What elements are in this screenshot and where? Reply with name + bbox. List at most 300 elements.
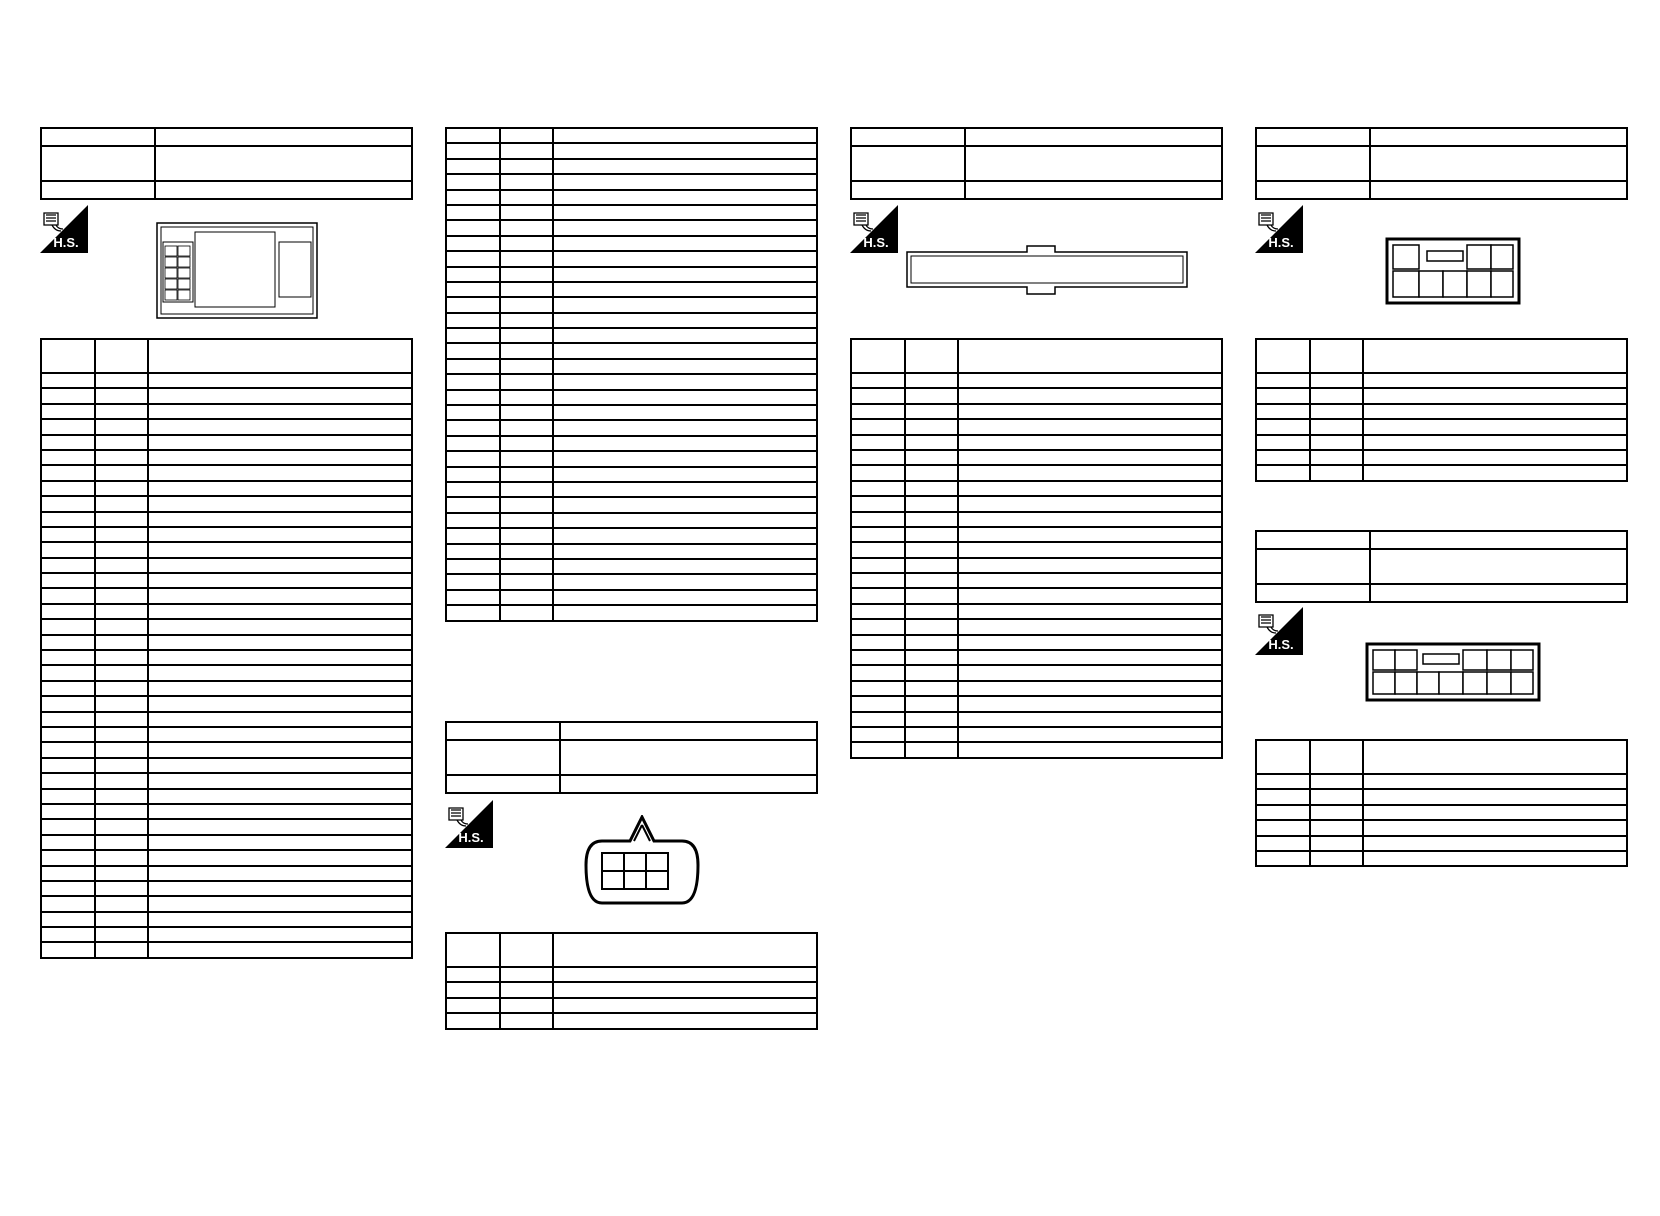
signal-name-cell: [1363, 851, 1627, 866]
table-row: [41, 727, 412, 742]
signal-name-cell: [1363, 805, 1627, 820]
wire-color-cell: [95, 435, 148, 450]
terminal-no-header: [851, 339, 905, 373]
wire-color-cell: [95, 588, 148, 603]
signal-name-header: [1363, 339, 1627, 373]
wire-color-cell: [1310, 820, 1363, 835]
table-row: [41, 512, 412, 527]
connector-name-value: [560, 740, 817, 775]
table-row: [41, 819, 412, 834]
connector-e108: [40, 127, 413, 200]
wire-color-cell: [500, 390, 553, 405]
terminal-no-cell: [446, 390, 500, 405]
wire-color-cell: [95, 542, 148, 557]
terminal-no-cell: [41, 527, 95, 542]
table-row: [446, 405, 817, 420]
terminal-no-cell: [1256, 435, 1310, 450]
terminal-no-header: [1256, 339, 1310, 373]
harness-side-icon: [40, 205, 88, 253]
signal-name-cell: [553, 282, 817, 297]
terminal-no-cell: [41, 804, 95, 819]
table-row: [446, 205, 817, 220]
wire-color-cell: [500, 482, 553, 497]
signal-name-cell: [1363, 774, 1627, 789]
table-row: [41, 835, 412, 850]
signal-name-cell: [148, 789, 412, 804]
signal-name-cell: [553, 1013, 817, 1028]
terminal-no-cell: [1256, 836, 1310, 851]
wire-color-cell: [500, 220, 553, 235]
table-row: [1256, 373, 1627, 388]
terminal-no-cell: [41, 727, 95, 742]
terminal-no-cell: [41, 450, 95, 465]
signal-name-cell: [958, 727, 1222, 742]
wire-color-cell: [1310, 404, 1363, 419]
table-row: [41, 758, 412, 773]
signal-name-cell: [148, 558, 412, 573]
wire-color-cell: [95, 527, 148, 542]
wire-color-cell: [95, 558, 148, 573]
wire-color-cell: [500, 128, 553, 143]
wire-color-cell: [95, 404, 148, 419]
terminal-no-cell: [41, 665, 95, 680]
wire-color-cell: [95, 388, 148, 403]
wire-color-cell: [500, 967, 553, 982]
connector-e108-diagram: [155, 220, 320, 322]
terminal-no-cell: [446, 343, 500, 358]
wire-color-cell: [500, 420, 553, 435]
terminal-no-cell: [446, 251, 500, 266]
signal-name-cell: [148, 588, 412, 603]
terminal-no-cell: [446, 436, 500, 451]
wire-color-cell: [500, 267, 553, 282]
terminal-no-cell: [41, 696, 95, 711]
terminal-no-cell: [446, 497, 500, 512]
terminal-no-cell: [851, 419, 905, 434]
connector-name-label: [41, 146, 155, 181]
terminal-no-cell: [41, 481, 95, 496]
signal-name-cell: [958, 373, 1222, 388]
signal-name-header: [1363, 740, 1627, 774]
color-of-wire-header: [1310, 740, 1363, 774]
terminal-no-cell: [446, 128, 500, 143]
terminal-no-cell: [41, 758, 95, 773]
signal-name-cell: [553, 267, 817, 282]
connector-no-value: [155, 128, 412, 146]
table-row: [41, 773, 412, 788]
terminal-no-cell: [446, 998, 500, 1013]
table-row: [1256, 836, 1627, 851]
table-row: [1256, 805, 1627, 820]
signal-name-cell: [1363, 836, 1627, 851]
terminal-no-cell: [851, 650, 905, 665]
signal-name-cell: [148, 650, 412, 665]
table-row: [446, 359, 817, 374]
table-row: [1256, 851, 1627, 866]
harness-side-icon: [1255, 607, 1303, 655]
wire-color-cell: [95, 573, 148, 588]
table-row: [1256, 789, 1627, 804]
signal-name-cell: [553, 528, 817, 543]
table-row: [446, 267, 817, 282]
terminal-no-cell: [851, 450, 905, 465]
terminal-no-cell: [1256, 774, 1310, 789]
terminal-no-cell: [41, 419, 95, 434]
table-row: [446, 497, 817, 512]
terminal-no-cell: [446, 313, 500, 328]
table-row: [41, 481, 412, 496]
connector-name-label: [446, 740, 560, 775]
terminal-no-cell: [851, 573, 905, 588]
wire-color-cell: [905, 635, 958, 650]
wire-color-cell: [500, 982, 553, 997]
table-row: [851, 573, 1222, 588]
table-row: [41, 681, 412, 696]
table-row: [41, 650, 412, 665]
table-row: [851, 665, 1222, 680]
table-row: [1256, 774, 1627, 789]
terminal-no-cell: [446, 513, 500, 528]
terminal-no-cell: [851, 588, 905, 603]
table-row: [41, 465, 412, 480]
signal-name-cell: [148, 881, 412, 896]
signal-name-cell: [148, 819, 412, 834]
connector-info-table: [1255, 127, 1628, 200]
terminal-no-cell: [41, 896, 95, 911]
signal-name-cell: [148, 435, 412, 450]
wire-color-cell: [95, 619, 148, 634]
terminal-no-cell: [41, 681, 95, 696]
table-row: [446, 482, 817, 497]
wire-color-cell: [500, 313, 553, 328]
terminal-no-cell: [851, 665, 905, 680]
signal-name-cell: [553, 405, 817, 420]
table-row: [446, 220, 817, 235]
terminal-no-cell: [1256, 820, 1310, 835]
terminal-no-cell: [41, 712, 95, 727]
table-row: [851, 681, 1222, 696]
terminal-no-cell: [446, 297, 500, 312]
table-row: [851, 527, 1222, 542]
signal-name-cell: [553, 128, 817, 143]
terminal-no-cell: [446, 205, 500, 220]
terminal-no-cell: [851, 681, 905, 696]
table-row: [41, 373, 412, 388]
table-row: [446, 590, 817, 605]
signal-name-cell: [958, 450, 1222, 465]
terminal-no-cell: [41, 496, 95, 511]
harness-side-icon: [445, 800, 493, 848]
wire-color-cell: [905, 419, 958, 434]
terminal-no-cell: [41, 881, 95, 896]
connector-m1-diagram: [1385, 237, 1521, 305]
table-row: [41, 419, 412, 434]
terminal-no-cell: [446, 590, 500, 605]
signal-name-header: [553, 933, 817, 967]
signal-name-cell: [553, 297, 817, 312]
signal-name-cell: [553, 420, 817, 435]
wire-color-cell: [95, 496, 148, 511]
signal-name-cell: [148, 481, 412, 496]
signal-name-cell: [958, 696, 1222, 711]
connector-f57: [445, 721, 818, 794]
harness-side-icon: [1255, 205, 1303, 253]
table-row: [41, 881, 412, 896]
connector-type-value: [1370, 584, 1627, 602]
signal-name-cell: [148, 542, 412, 557]
wire-color-cell: [500, 451, 553, 466]
terminal-no-cell: [446, 605, 500, 620]
signal-name-cell: [1363, 820, 1627, 835]
table-row: [851, 635, 1222, 650]
signal-name-cell: [553, 436, 817, 451]
table-row: [851, 373, 1222, 388]
terminal-no-cell: [446, 374, 500, 389]
signal-name-cell: [958, 435, 1222, 450]
connector-name-value: [1370, 146, 1627, 181]
wire-color-cell: [905, 542, 958, 557]
signal-name-cell: [148, 496, 412, 511]
signal-name-cell: [958, 588, 1222, 603]
wire-color-cell: [95, 804, 148, 819]
terminal-no-cell: [41, 819, 95, 834]
signal-name-cell: [148, 450, 412, 465]
wire-color-cell: [95, 481, 148, 496]
table-row: [41, 742, 412, 757]
hs-label: H.S.: [1268, 637, 1294, 652]
table-row: [41, 804, 412, 819]
table-row: [446, 190, 817, 205]
signal-name-cell: [958, 419, 1222, 434]
signal-name-cell: [1363, 465, 1627, 480]
signal-name-cell: [148, 927, 412, 942]
table-row: [446, 420, 817, 435]
terminal-no-cell: [41, 373, 95, 388]
table-row: [446, 143, 817, 158]
connector-name-value: [965, 146, 1222, 181]
table-row: [41, 573, 412, 588]
wire-color-cell: [500, 998, 553, 1013]
signal-name-cell: [1363, 373, 1627, 388]
wire-color-cell: [500, 374, 553, 389]
terminal-no-cell: [446, 359, 500, 374]
signal-name-cell: [148, 404, 412, 419]
table-row: [851, 712, 1222, 727]
table-row: [446, 559, 817, 574]
table-row: [446, 544, 817, 559]
terminal-no-cell: [41, 465, 95, 480]
signal-name-cell: [148, 866, 412, 881]
wire-color-cell: [95, 696, 148, 711]
signal-name-cell: [1363, 404, 1627, 419]
terminal-no-cell: [446, 159, 500, 174]
wire-color-cell: [905, 665, 958, 680]
signal-name-cell: [958, 742, 1222, 757]
table-row: [41, 927, 412, 942]
table-row: [446, 313, 817, 328]
connector-no-value: [1370, 128, 1627, 146]
wire-color-cell: [95, 604, 148, 619]
wire-color-cell: [500, 590, 553, 605]
table-row: [851, 650, 1222, 665]
terminal-no-cell: [446, 528, 500, 543]
terminal-table-e108-cont: [445, 127, 818, 622]
table-row: [851, 388, 1222, 403]
table-row: [851, 450, 1222, 465]
wire-color-cell: [905, 388, 958, 403]
color-of-wire-header: [905, 339, 958, 373]
terminal-no-cell: [446, 574, 500, 589]
signal-name-cell: [148, 681, 412, 696]
table-row: [446, 451, 817, 466]
table-row: [446, 1013, 817, 1028]
table-row: [41, 896, 412, 911]
wire-color-cell: [95, 789, 148, 804]
wire-color-cell: [95, 850, 148, 865]
signal-name-cell: [553, 343, 817, 358]
wire-color-cell: [905, 727, 958, 742]
terminal-no-cell: [446, 328, 500, 343]
terminal-no-cell: [446, 544, 500, 559]
table-row: [41, 789, 412, 804]
signal-name-cell: [553, 513, 817, 528]
terminal-table-f103: [850, 338, 1223, 759]
terminal-no-cell: [851, 727, 905, 742]
signal-name-cell: [148, 712, 412, 727]
signal-name-cell: [148, 696, 412, 711]
table-row: [851, 619, 1222, 634]
signal-name-cell: [553, 544, 817, 559]
terminal-no-cell: [851, 481, 905, 496]
table-row: [41, 527, 412, 542]
table-row: [851, 435, 1222, 450]
terminal-no-cell: [41, 942, 95, 957]
signal-name-cell: [148, 665, 412, 680]
signal-name-cell: [553, 328, 817, 343]
hs-label: H.S.: [863, 235, 889, 250]
connector-no-label: [41, 128, 155, 146]
terminal-no-header: [446, 933, 500, 967]
connector-info-table: [1255, 530, 1628, 603]
signal-name-cell: [958, 650, 1222, 665]
signal-name-cell: [553, 590, 817, 605]
signal-name-cell: [148, 619, 412, 634]
wire-color-cell: [905, 465, 958, 480]
terminal-no-cell: [446, 220, 500, 235]
terminal-no-cell: [851, 512, 905, 527]
connector-name-value: [1370, 549, 1627, 584]
terminal-no-cell: [446, 467, 500, 482]
terminal-no-cell: [851, 527, 905, 542]
terminal-no-cell: [41, 789, 95, 804]
table-row: [446, 998, 817, 1013]
terminal-no-cell: [446, 420, 500, 435]
wire-color-cell: [905, 573, 958, 588]
table-row: [851, 419, 1222, 434]
terminal-table-e108: [40, 338, 413, 959]
signal-name-cell: [958, 404, 1222, 419]
wire-color-cell: [500, 1013, 553, 1028]
wire-color-cell: [905, 681, 958, 696]
table-row: [41, 635, 412, 650]
wire-color-cell: [500, 159, 553, 174]
terminal-no-cell: [851, 435, 905, 450]
signal-name-cell: [958, 558, 1222, 573]
connector-type-value: [965, 181, 1222, 199]
signal-name-cell: [148, 527, 412, 542]
wire-color-cell: [95, 373, 148, 388]
signal-name-cell: [148, 804, 412, 819]
terminal-no-cell: [41, 404, 95, 419]
signal-name-cell: [553, 205, 817, 220]
connector-no-label: [446, 722, 560, 740]
table-row: [446, 528, 817, 543]
table-row: [41, 388, 412, 403]
signal-name-cell: [958, 465, 1222, 480]
terminal-no-cell: [41, 542, 95, 557]
signal-name-cell: [958, 635, 1222, 650]
signal-name-cell: [958, 619, 1222, 634]
wire-color-cell: [95, 912, 148, 927]
terminal-no-cell: [446, 982, 500, 997]
signal-name-cell: [553, 482, 817, 497]
connector-type-label: [851, 181, 965, 199]
terminal-no-cell: [446, 236, 500, 251]
wire-color-cell: [95, 727, 148, 742]
signal-name-cell: [553, 967, 817, 982]
wire-color-cell: [95, 665, 148, 680]
table-row: [446, 390, 817, 405]
signal-name-cell: [148, 512, 412, 527]
wire-color-cell: [1310, 450, 1363, 465]
terminal-no-cell: [1256, 419, 1310, 434]
terminal-no-cell: [41, 604, 95, 619]
signal-name-cell: [553, 174, 817, 189]
terminal-table-m3: [1255, 739, 1628, 867]
wire-color-cell: [500, 328, 553, 343]
signal-name-cell: [553, 451, 817, 466]
wire-color-cell: [500, 205, 553, 220]
wire-color-cell: [905, 650, 958, 665]
wire-color-cell: [500, 251, 553, 266]
signal-name-cell: [958, 712, 1222, 727]
wire-color-cell: [1310, 373, 1363, 388]
signal-name-cell: [958, 527, 1222, 542]
signal-name-cell: [148, 419, 412, 434]
terminal-no-cell: [446, 482, 500, 497]
wire-color-cell: [905, 450, 958, 465]
wire-color-cell: [1310, 805, 1363, 820]
color-of-wire-header: [95, 339, 148, 373]
table-row: [851, 742, 1222, 757]
signal-name-cell: [553, 390, 817, 405]
signal-name-cell: [148, 604, 412, 619]
table-row: [446, 467, 817, 482]
terminal-no-header: [1256, 740, 1310, 774]
connector-type-label: [1256, 181, 1370, 199]
connector-f103: [850, 127, 1223, 200]
signal-name-cell: [553, 998, 817, 1013]
table-row: [1256, 465, 1627, 480]
terminal-no-cell: [446, 143, 500, 158]
terminal-table-f57: [445, 932, 818, 1030]
terminal-no-cell: [1256, 465, 1310, 480]
wire-color-cell: [500, 190, 553, 205]
wire-color-cell: [500, 343, 553, 358]
connector-m3-diagram: [1365, 642, 1541, 702]
terminal-no-cell: [1256, 789, 1310, 804]
signal-name-cell: [148, 896, 412, 911]
